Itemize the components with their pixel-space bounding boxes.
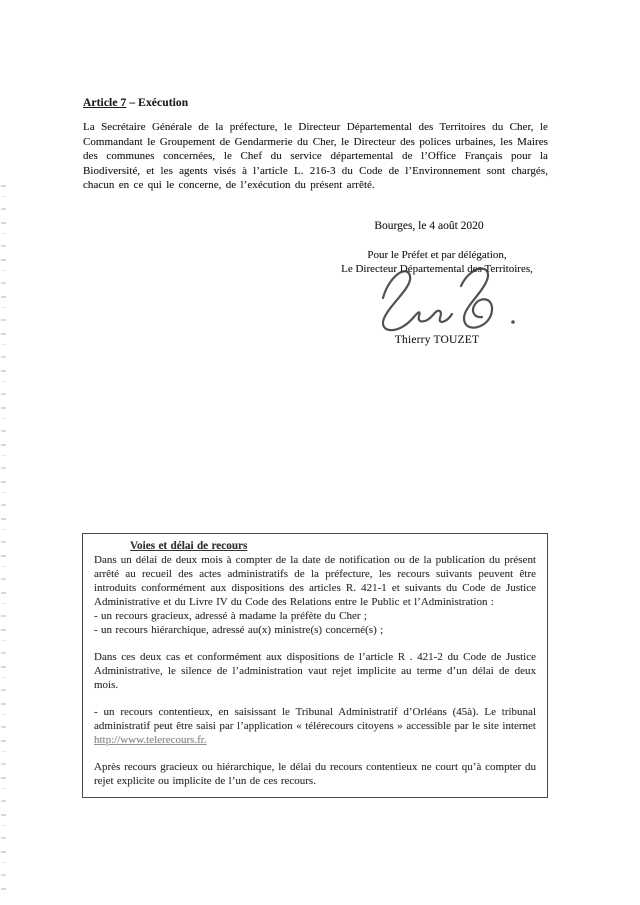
scan-artifacts-left-edge <box>1 185 6 895</box>
recours-box-heading-text: Voies et délai de recours <box>130 539 248 552</box>
signature-director-line: Le Directeur Départemental des Territoires, <box>341 262 533 275</box>
document-body <box>83 96 548 798</box>
execution-paragraph: La Secrétaire Générale de la préfecture, le Directeur Départemental des Territoires du Cher, le Commandant le Groupement de Gendarmerie du Cher, le Directeur des polices urbaines, les Maires des communes concernées, le Chef du service départemental de l’Office Français pour la Biodiversité, et les agents visés à l’article L. 216-3 du Code de l’Environnement sont chargés, chacun en ce qui le concerne, de l’exécution du présent arrêté. <box>83 121 548 192</box>
recours-bullet-hierarchique: - un recours hiérarchique, adressé au(x) ministre(s) concerné(s) ; <box>94 623 384 636</box>
recours-paragraph-3 <box>94 705 536 747</box>
handwritten-signature-scribble <box>355 262 545 342</box>
article-7-heading-rest: – Exécution <box>126 97 189 109</box>
signatory-name: Thierry TOUZET <box>394 333 480 346</box>
signature-delegation-line: Pour le Préfet et par délégation, <box>367 248 507 261</box>
recours-paragraph-4: Après recours gracieux ou hiérarchique, le délai du recours contentieux ne court qu’à compter du rejet explicite ou implicite de l’un de ces recours. <box>94 760 536 787</box>
recours-paragraph-1: Dans un délai de deux mois à compter de la date de notification ou de la publication du présent arrêté au recueil des actes administratifs de la préfecture, les recours suivants peuvent être introduits conformément aux dispositions des articles R. 421-1 et suivants du Code de Justice Administrative et du Livre IV du Code des Relations entre le Public et l’Administration : <box>94 553 536 608</box>
telerecours-url: http://www.telerecours.fr. <box>94 733 207 746</box>
recours-info-box <box>82 533 548 798</box>
recours-bullet-gracieux: - un recours gracieux, adressé à madame la préfète du Cher ; <box>94 609 367 622</box>
recours-paragraph-3-text: - un recours contentieux, en saisissant le Tribunal Administratif d’Orléans (45à). Le tribunal administratif peut être saisi par l’application « télérecours citoyens » accessible par le site internet <box>94 705 536 732</box>
article-7-heading <box>83 96 548 111</box>
article-7-heading-underlined: Article 7 <box>83 97 127 109</box>
dateline: Bourges, le 4 août 2020 <box>374 219 484 232</box>
recours-paragraph-2: Dans ces deux cas et conformément aux dispositions de l’article R . 421-2 du Code de Justice Administrative, le silence de l’administration vaut rejet implicite au terme d’un délai de deux mois. <box>94 650 536 691</box>
recours-box-heading <box>94 539 536 553</box>
